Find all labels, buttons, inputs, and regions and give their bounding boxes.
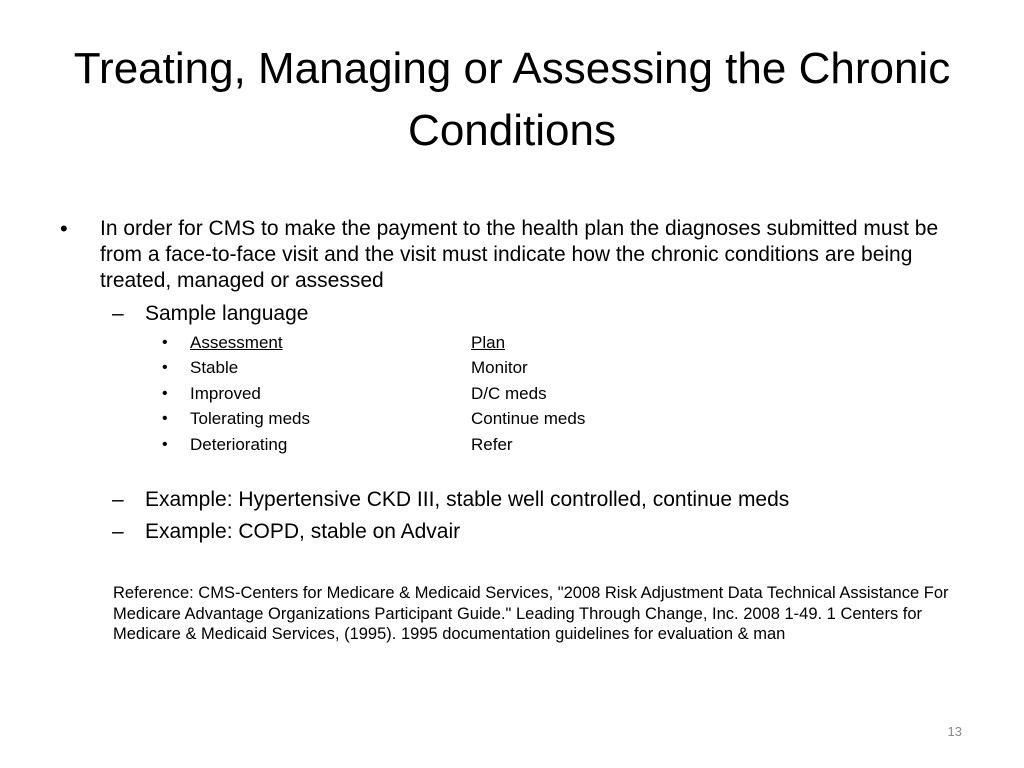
bullet-icon: • xyxy=(162,385,168,402)
assessment-cell: Tolerating meds xyxy=(190,409,311,428)
plan-cell: Continue meds xyxy=(471,409,586,428)
slide-number: 13 xyxy=(947,724,962,739)
dash-icon: – xyxy=(112,488,124,511)
bullet-icon: • xyxy=(162,334,168,351)
assessment-cell: Deteriorating xyxy=(190,435,288,454)
plan-cell: Monitor xyxy=(471,358,528,377)
bullet-icon: • xyxy=(162,359,168,376)
sample-language-label: Sample language xyxy=(145,302,309,325)
main-bullet-text: In order for CMS to make the payment to the health plan the diagnoses submitted must be from a face-to-face visit and the visit must indicate how the chronic conditions are being treated, managed or assessed xyxy=(100,217,939,292)
bullet-icon: • xyxy=(162,410,168,427)
plan-header: Plan xyxy=(471,333,506,352)
assessment-header: Assessment xyxy=(190,333,283,352)
example-text: Example: Hypertensive CKD III, stable well controlled, continue meds xyxy=(145,488,790,511)
example-text: Example: COPD, stable on Advair xyxy=(145,520,461,543)
assessment-cell: Improved xyxy=(190,384,261,403)
plan-cell: Refer xyxy=(471,435,513,454)
plan-cell: D/C meds xyxy=(471,384,547,403)
reference-text: Reference: CMS-Centers for Medicare & Medicaid Services, "2008 Risk Adjustment Data Technical Assistance For Medicare Advantage Organizations Participant Guide." Leading Through Change, Inc. 2008 1-49. 1 Centers for Medicare & Medicaid Services, (1995). 1995 documentation guidelines for evaluation & man xyxy=(113,584,949,643)
bullet-icon: • xyxy=(162,436,168,453)
assessment-cell: Stable xyxy=(190,358,239,377)
bullet-icon: • xyxy=(60,216,68,241)
dash-icon: – xyxy=(112,302,124,325)
slide-title: Treating, Managing or Assessing the Chronic Conditions xyxy=(73,44,951,155)
dash-icon: – xyxy=(112,520,124,543)
